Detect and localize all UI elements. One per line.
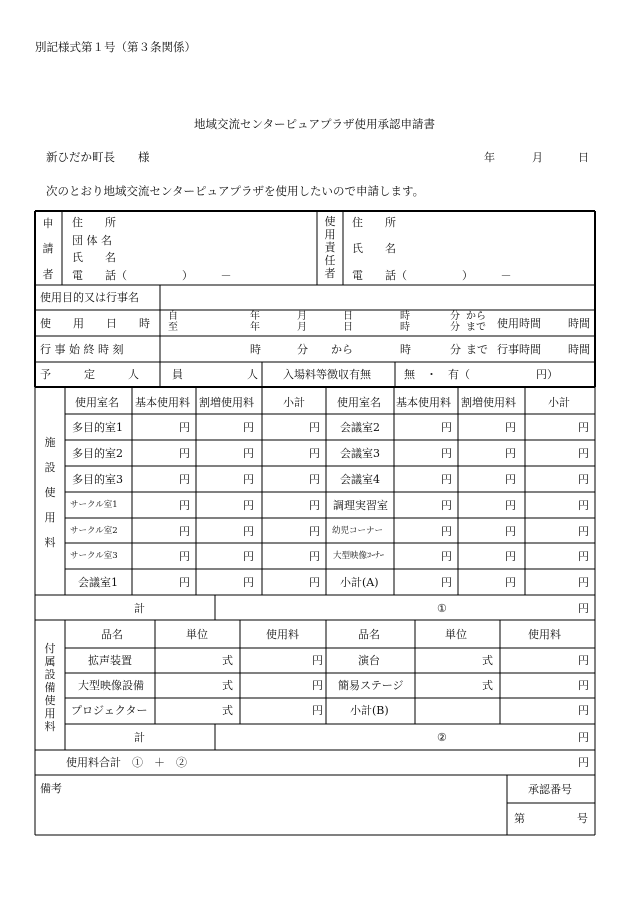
yen-mark: 円 [578,447,589,460]
yen-mark: 円 [578,654,589,667]
equip-header-unit-right: 単位 [445,628,467,641]
purpose-label: 使用目的又は行事名 [40,291,139,304]
responsible-label-2: 用 [324,228,336,241]
schedule-duration-unit: 時間 [568,317,590,330]
date-day: 日 [578,151,589,164]
yen-mark: 円 [578,525,589,538]
remarks-label: 備考 [40,782,62,795]
yen-mark: 円 [179,473,190,486]
yen-mark: 円 [309,550,320,563]
equipment-label-3: 設 [44,668,56,681]
yen-mark: 円 [179,499,190,512]
equip-header-fee-left: 使用料 [266,628,299,641]
header-room-right: 使用室名 [337,396,381,409]
schedule-to-year: 年 [250,322,260,333]
room-name: 小計(A) [340,576,379,589]
yen-mark: 円 [312,679,323,692]
facility-label-1: 施 [44,436,56,449]
room-name: 多目的室3 [72,473,123,486]
facility-label-3: 使 [44,486,56,499]
equipment-item: プロジェクター [71,704,148,717]
yen-mark: 円 [505,473,516,486]
yen-mark: 円 [309,576,320,589]
addressee: 新ひだか町長 様 [46,150,150,164]
header-extra-fee-right: 割増使用料 [461,396,516,409]
room-name: 多目的室1 [72,421,123,434]
yen-mark: 円 [578,473,589,486]
room-name: サークル室1 [70,500,118,510]
fee-collection-choice: 無 ・ 有（ 円） [404,368,558,381]
yen-mark: 円 [578,704,589,717]
yen-mark: 円 [243,525,254,538]
room-name: 調理実習室 [333,499,388,512]
schedule-to-suffix: まで [466,322,486,333]
yen-mark: 円 [312,704,323,717]
responsible-label-5: 者 [324,267,336,280]
schedule-from-minute: 分 [450,311,460,322]
header-subtotal-left: 小計 [283,396,305,409]
yen-mark: 円 [441,576,452,589]
event-start-hour: 時 [250,343,261,356]
event-duration-unit: 時間 [568,343,590,356]
equipment-unit: 式 [482,654,493,667]
facility-total-label: 計 [134,602,145,615]
approval-suffix: 号 [577,812,588,825]
yen-mark: 円 [179,525,190,538]
schedule-from: 自 [168,311,178,322]
schedule-from-hour: 時 [400,311,410,322]
room-name: サークル室3 [70,551,118,561]
equipment-label-6: 用 [44,707,56,720]
room-name: 会議室2 [340,421,380,434]
yen-mark: 円 [505,499,516,512]
schedule-from-day: 日 [343,311,353,322]
yen-mark: 円 [309,447,320,460]
equip-header-fee-right: 使用料 [528,628,561,641]
equipment-unit: 式 [222,654,233,667]
responsible-label-1: 使 [324,215,336,228]
yen-mark: 円 [309,473,320,486]
schedule-to-day: 日 [343,322,353,333]
date-year: 年 [484,151,495,164]
equipment-unit: 式 [222,704,233,717]
equip-header-item-right: 品名 [358,628,380,641]
yen-mark: 円 [578,576,589,589]
equip-header-unit-left: 単位 [186,628,208,641]
grand-total-label: 使用料合計 ① ＋ ② [66,756,187,769]
responsible-phone-label: 電 話（ ） － [352,269,512,282]
event-end-hour: 時 [400,343,411,356]
attendance-label: 予 定 人 員 [40,368,183,381]
yen-mark: 円 [441,447,452,460]
form-id: 別記様式第１号（第３条関係） [35,40,196,54]
yen-mark: 円 [312,654,323,667]
facility-label-4: 用 [44,511,56,524]
room-name: 大型映像ｺｰﾅｰ [333,551,385,561]
equipment-item: 大型映像設備 [78,679,144,692]
yen-mark: 円 [505,447,516,460]
header-subtotal-right: 小計 [548,396,570,409]
schedule-label: 使 用 日 時 [40,317,150,330]
yen-mark: 円 [309,499,320,512]
event-end-minute: 分 [450,343,461,356]
equipment-item: 簡易ステージ [338,679,404,692]
yen-mark: 円 [179,550,190,563]
equipment-label-7: 料 [44,720,56,733]
equipment-label-4: 備 [44,681,56,694]
responsible-label-4: 任 [324,254,336,267]
responsible-name-label: 氏 名 [352,242,396,255]
event-to: まで [466,343,488,356]
yen-mark: 円 [309,525,320,538]
room-name: 多目的室2 [72,447,123,460]
equipment-label-1: 付 [44,642,56,655]
equipment-item: 拡声装置 [88,654,132,667]
yen-mark: 円 [441,473,452,486]
room-name: 会議室1 [78,576,118,589]
equipment-label-5: 使 [44,694,56,707]
equipment-label-2: 属 [44,655,56,668]
yen-mark: 円 [505,421,516,434]
equipment-total-yen: 円 [578,731,589,744]
yen-mark: 円 [441,550,452,563]
room-name: 会議室4 [340,473,380,486]
schedule-to-hour: 時 [400,322,410,333]
page-title: 地域交流センターピュアプラザ使用承認申請書 [194,117,436,131]
responsible-label-3: 責 [324,241,336,254]
schedule-to: 至 [168,322,178,333]
approval-prefix: 第 [514,812,525,825]
event-time-label: 行 事 始 終 時 刻 [40,343,124,356]
equipment-item: 演台 [358,654,380,667]
yen-mark: 円 [578,499,589,512]
yen-mark: 円 [441,525,452,538]
yen-mark: 円 [243,473,254,486]
yen-mark: 円 [505,550,516,563]
approval-number-label: 承認番号 [528,783,572,796]
equipment-total-label: 計 [134,731,145,744]
applicant-label-2: 請 [42,242,54,255]
yen-mark: 円 [441,421,452,434]
header-basic-fee-right: 基本使用料 [396,396,451,409]
yen-mark: 円 [578,550,589,563]
applicant-org-label: 団 体 名 [72,234,112,247]
facility-label-5: 料 [44,536,56,549]
facility-label-2: 設 [44,461,56,474]
equipment-item: 小計(B) [350,704,389,717]
equipment-unit: 式 [482,679,493,692]
yen-mark: 円 [243,550,254,563]
header-extra-fee-left: 割増使用料 [199,396,254,409]
yen-mark: 円 [179,447,190,460]
grand-total-yen: 円 [578,756,589,769]
room-name: サークル室2 [70,526,118,536]
event-duration-label: 行事時間 [497,343,541,356]
date-month: 月 [532,151,543,164]
applicant-label-1: 申 [42,217,54,230]
yen-mark: 円 [441,499,452,512]
schedule-to-month: 月 [297,322,307,333]
schedule-from-year: 年 [250,311,260,322]
applicant-address-label: 住 所 [72,216,116,229]
equipment-unit: 式 [222,679,233,692]
responsible-address-label: 住 所 [352,216,396,229]
event-start-minute: 分 [297,343,308,356]
schedule-from-month: 月 [297,311,307,322]
yen-mark: 円 [243,421,254,434]
applicant-name-label: 氏 名 [72,251,116,264]
room-name: 幼児コーナー [332,526,384,536]
equipment-total-mark: ② [437,731,447,744]
yen-mark: 円 [179,421,190,434]
fee-collection-label: 入場料等徴収有無 [283,368,371,381]
schedule-to-minute: 分 [450,322,460,333]
intro-text: 次のとおり地域交流センターピュアプラザを使用したいので申請します。 [46,184,425,198]
yen-mark: 円 [309,421,320,434]
yen-mark: 円 [179,576,190,589]
room-name: 会議室3 [340,447,380,460]
yen-mark: 円 [505,525,516,538]
yen-mark: 円 [505,576,516,589]
header-room-left: 使用室名 [75,396,119,409]
applicant-label-3: 者 [42,268,54,281]
yen-mark: 円 [578,421,589,434]
schedule-duration-label: 使用時間 [497,317,541,330]
facility-total-mark: ① [437,602,447,615]
yen-mark: 円 [243,499,254,512]
facility-total-yen: 円 [578,602,589,615]
schedule-from-suffix: から [466,311,486,322]
yen-mark: 円 [578,679,589,692]
attendance-unit: 人 [247,368,258,381]
yen-mark: 円 [243,576,254,589]
equip-header-item-left: 品名 [101,628,123,641]
header-basic-fee-left: 基本使用料 [135,396,190,409]
applicant-phone-label: 電 話（ ） － [72,269,232,282]
event-from: から [331,343,353,356]
yen-mark: 円 [243,447,254,460]
